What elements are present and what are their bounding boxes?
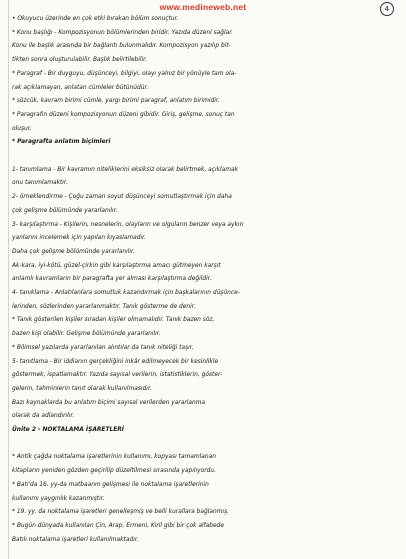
text-line: 4- tanıklama - Anlatılanlara somutluk kazandırmak için başkalarının düşünce- xyxy=(12,290,240,296)
text-line: 2- örneklendirme - Çoğu zaman soyut düşünceyi somutlaştırmak için daha xyxy=(12,194,232,201)
text-line: Daha çok gelişme bölümünde yararlanılır. xyxy=(12,248,135,255)
text-line: * Bugün dünyada kullanılan Çin, Arap, Ermeni, Kiril gibi bir çok alfabede xyxy=(12,522,224,529)
text-line: Ak-kara, iyi-kötü, güzel-çirkin gibi karşılaştırma amacı gütmeyen karşıt xyxy=(12,262,221,269)
text-line: lerinden, sözlerinden yararlanmaktır. Tanık gösterme de denir. xyxy=(12,303,196,310)
text-line: * Paragrafın düzeni kompozisyonun düzeni gibidir. Giriş, gelişme, sonuç tan xyxy=(12,111,235,118)
text-line: * Paragraf - Bir duyguyu, düşünceyi, bilgiyi, olayı yalnız bir yönüyle tam ola- xyxy=(12,70,237,77)
text-line xyxy=(12,439,402,450)
text-line: oluşur. xyxy=(12,125,32,132)
text-line: Konu ile başlık arasında bir bağlantı bulunmalıdır. Kompozisyon yazılıp bit- xyxy=(12,43,231,50)
text-line: Batılı noktalama işaretleri kullanılmaktadır. xyxy=(12,536,139,543)
text-line: * sözcük, kavram birimi cümle, yargı birimi paragraf, anlatım birimidir. xyxy=(12,98,220,105)
text-line xyxy=(12,151,402,162)
page-number: 4 xyxy=(380,2,394,16)
text-line: * Antik çağda noktalama işaretlerinin kullanımı, kopyası tamamlanan xyxy=(12,454,216,461)
text-line: yanlarını incelemek için yapılan kıyaslamadır. xyxy=(12,235,146,242)
text-line: göstermek, ispatlamaktır. Yazıda sayısal verilerin, istatistiklerin, göster- xyxy=(12,372,223,379)
text-line: tikten sonra oluşturulabilir. Başlık belirtilebilir. xyxy=(12,57,147,64)
text-line: • Okuyucu üzerinde en çok etki bırakan bölüm sonuçtur. xyxy=(12,16,179,22)
text-line: gelerin, tahminlerin tanıt olarak kullanılmasıdır. xyxy=(12,385,152,392)
watermark: www.medineweb.net xyxy=(159,2,247,12)
text-line: onu tanımlamaktır. xyxy=(12,180,68,187)
text-line: çok gelişme bölümünde yararlanılır. xyxy=(12,207,118,214)
text-line: olarak da adlandırılır. xyxy=(12,413,75,420)
text-line: * 19. yy. da noktalama işaretleri genelleşmiş ve belli kurallara bağlanmış. xyxy=(12,509,230,516)
text-line: * Bilimsel yazılarda yararlanılan alıntılar da tanık niteliği taşır. xyxy=(12,344,194,351)
text-line: * Tanık gösterilen kişiler sıradan kişiler olmamalıdır. Tanık bazen söz, xyxy=(12,317,215,324)
text-line: * Konu başlığı - Kompozisyonun bölümlerinden biridir. Yazıda düzeni sağlar. xyxy=(12,29,234,36)
text-line: anlamlı kavramların bir paragrafta yer alması karşılaştırma değildir. xyxy=(12,276,212,283)
text-line: Bazı kaynaklarda bu anlatım biçimi sayısal verilerden yararlanma xyxy=(12,399,206,406)
text-line: 3- karşılaştırma - Kişilerin, nesnelerin, olayların ve olguların benzer veya aykırı xyxy=(12,221,244,228)
text-line: rak açıklamayan, anlatan cümleler bütünüdür. xyxy=(12,84,149,91)
text-line: kitapların yeniden gözden geçirilip düzeltilmesi sırasında yapılıyordu. xyxy=(12,468,217,475)
text-line: kullanımı yaygınlık kazanmıştır. xyxy=(12,495,105,502)
text-line: 5- tanıtlama - Bir iddianın gerçekliğini inkâr edilmeyecek bir kesinlikle xyxy=(12,358,219,365)
text-line: 1- tanımlama - Bir kavramın niteliklerini eksiksiz olarak belirtmek, açıklamak xyxy=(12,166,239,173)
text-line: * Batı'da 16. yy-da matbaanın gelişmesi ile noktalama işaretlerinin xyxy=(12,481,209,488)
text-line: bazen kişi olabilir. Gelişme bölümünde yararlanılır. xyxy=(12,331,161,338)
section-heading: * Paragrafta anlatım biçimleri xyxy=(12,139,111,146)
margin-line xyxy=(8,0,9,559)
section-heading: Ünite 2 - NOKTALAMA İŞARETLERİ xyxy=(12,427,124,433)
